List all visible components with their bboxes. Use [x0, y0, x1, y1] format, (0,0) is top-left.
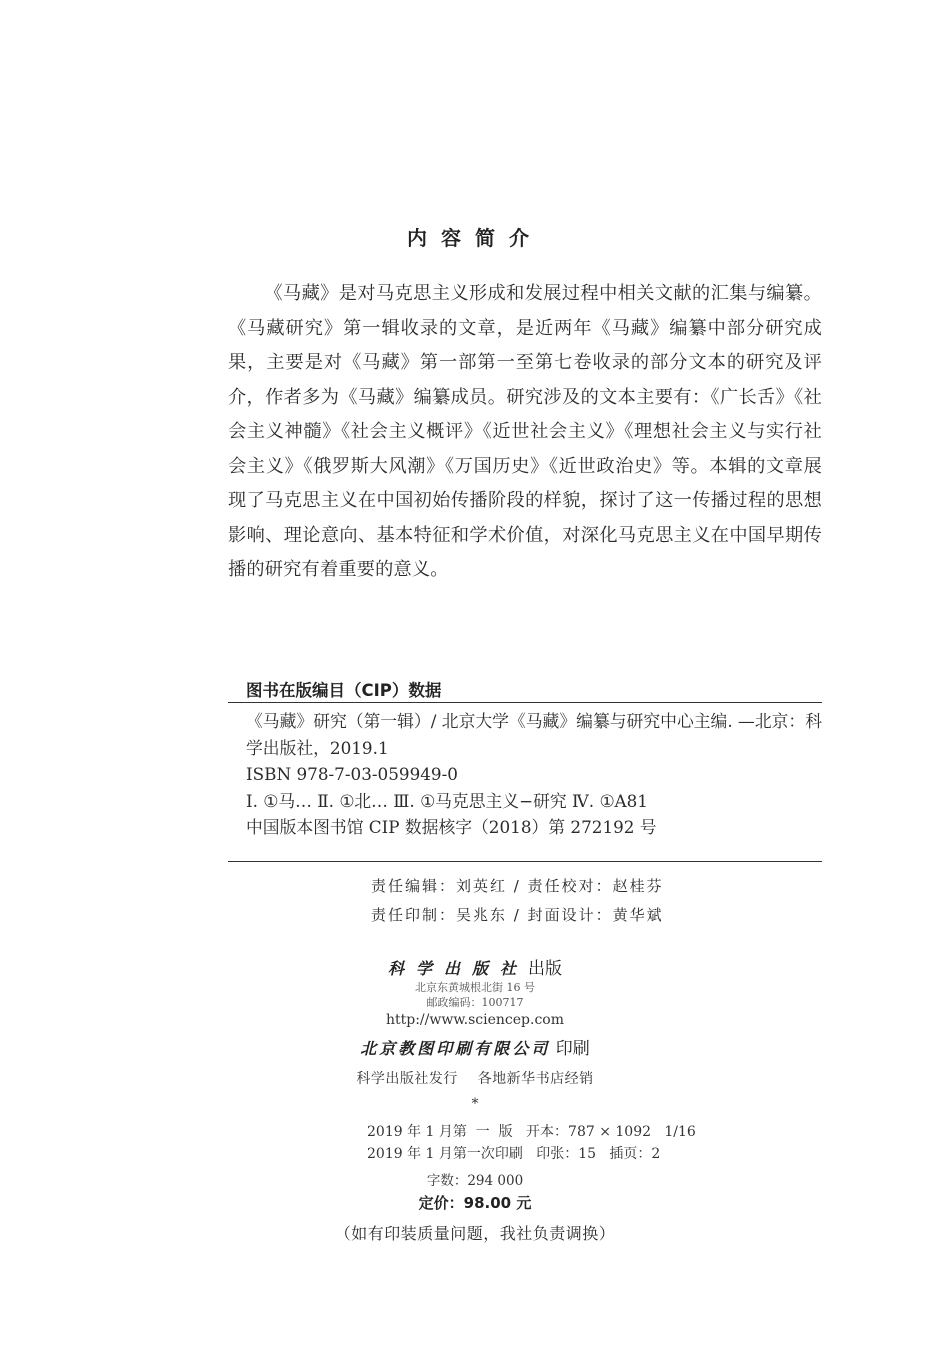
- publisher-line: [0, 954, 950, 979]
- credits-editor-line: 责任编辑：刘英红 / 责任校对：赵桂芬: [371, 877, 664, 895]
- cip-isbn: ISBN 978-7-03-059949-0: [246, 764, 458, 784]
- publisher-address: 北京东黄城根北街 16 号: [415, 981, 535, 994]
- cip-title: 图书在版编目（CIP）数据: [246, 681, 442, 700]
- cip-bottom-rule: [228, 861, 822, 862]
- printer-logo: 北京教图印刷有限公司: [360, 1039, 551, 1058]
- cip-body: [228, 708, 822, 841]
- publisher-logo: 科学出版社: [387, 959, 528, 978]
- printer-line: [0, 1034, 950, 1059]
- printer-role: 印刷: [555, 1039, 590, 1059]
- distribution-line: 科学出版社发行 各地新华书店经销: [356, 1071, 594, 1087]
- quality-notice: （如有印装质量问题，我社负责调换）: [334, 1224, 616, 1243]
- cip-record-number: 中国版本图书馆 CIP 数据核字（2018）第 272192 号: [246, 817, 657, 837]
- word-count: 字数：294 000: [426, 1173, 524, 1189]
- separator-asterisk: *: [471, 1096, 479, 1112]
- cip-top-rule: [228, 702, 822, 703]
- credits-production-line: 责任印制：吴兆东 / 封面设计：黄华斌: [371, 906, 664, 924]
- edition-line-2: 2019 年 1 月第一次印刷 印张：15 插页：2: [367, 1146, 661, 1162]
- publisher-role: 出版: [528, 959, 562, 979]
- intro-body: 《马藏》是对马克思主义形成和发展过程中相关文献的汇集与编纂。《马藏研究》第一辑收录的文章，是近两年《马藏》编纂中部分研究成果，主要是对《马藏》第一部第一至第七卷收录的部分文本的研究及评介，作者多为《马藏》编纂成员。研究涉及的文本主要有：《广长舌》《社会主义神髓》《社会主义概评》《近世社会主义》《理想社会主义与实行社会主义》《俄罗斯大风潮》《万国历史》《近世政治史》等。本辑的文章展现了马克思主义在中国初始传播阶段的样貌，探讨了这一传播过程的思想影响、理论意向、基本特征和学术价值，对深化马克思主义在中国早期传播的研究有着重要的意义。: [228, 283, 822, 580]
- edition-line-1: 2019 年 1 月第 一 版 开本：787 × 1092 1/16: [367, 1124, 696, 1140]
- cip-classification: Ⅰ. ①马… Ⅱ. ①北… Ⅲ. ①马克思主义−研究 Ⅳ. ①A81: [246, 790, 648, 811]
- intro-title: 内容简介: [407, 226, 543, 250]
- publisher-url: http://www.sciencep.com: [385, 1012, 564, 1028]
- credits: [371, 872, 664, 930]
- publisher-postcode: 邮政编码：100717: [426, 996, 524, 1009]
- price: 定价：98.00 元: [418, 1194, 532, 1212]
- cip-bibliographic-line: 《马藏》研究（第一辑）/ 北京大学《马藏》编纂与研究中心主编. —北京：科学出版社，2019.1: [246, 711, 822, 758]
